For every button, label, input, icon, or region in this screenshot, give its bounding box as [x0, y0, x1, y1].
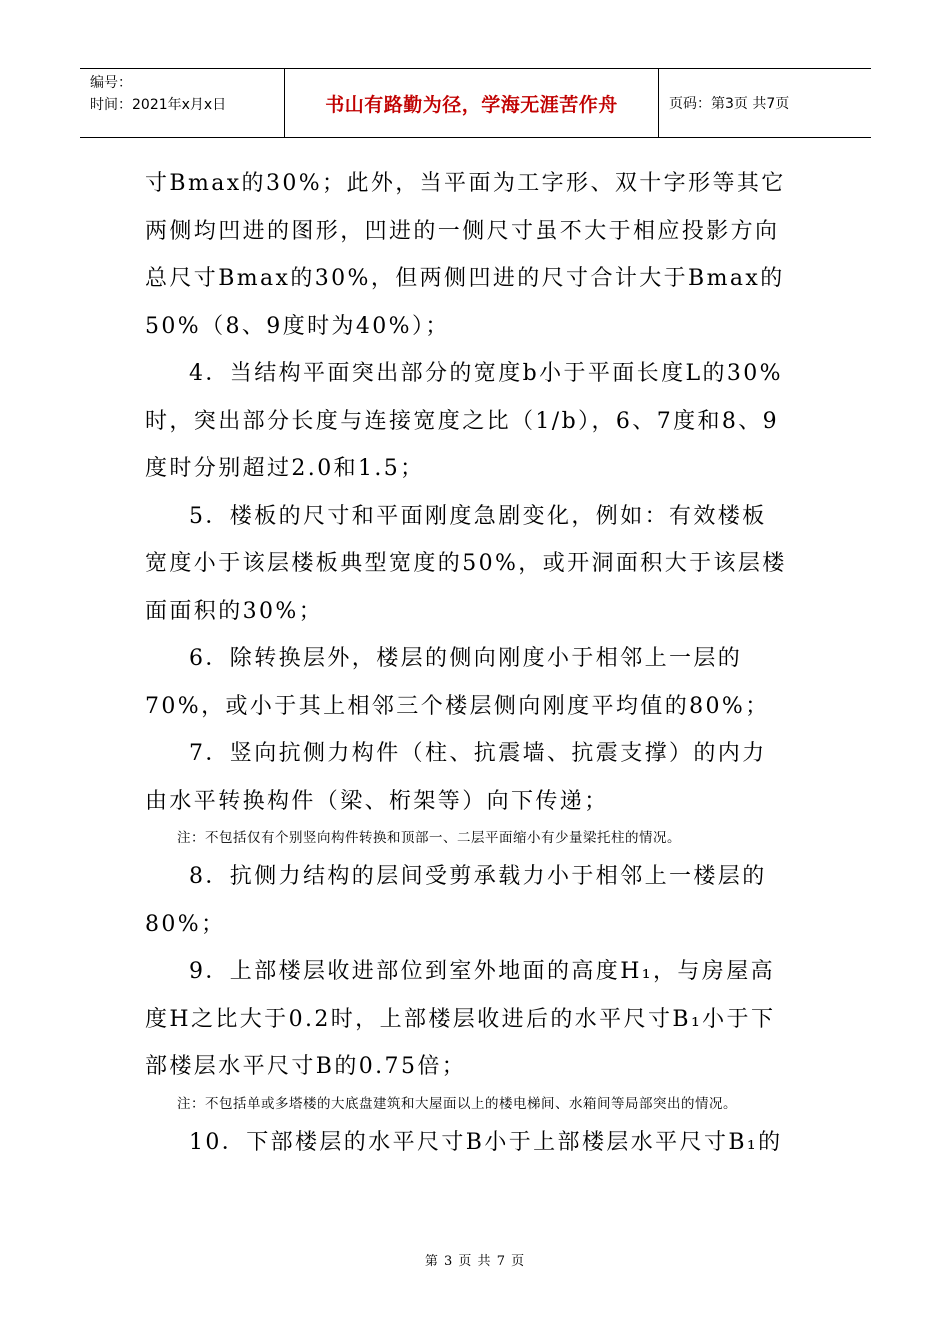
body-line: 部楼层水平尺寸B的0.75倍； — [145, 1054, 467, 1079]
body-line: 面面积的30%； — [145, 598, 324, 624]
footnote: 注：不包括仅有个别竖向构件转换和顶部一、二层平面缩小有少量梁托柱的情况。 — [177, 830, 681, 846]
body-line: 4．当结构平面突出部分的宽度b小于平面长度L的30% — [189, 361, 783, 386]
body-line: 宽度小于该层楼板典型宽度的50%，或开洞面积大于该层楼 — [145, 551, 787, 576]
footnote: 注：不包括单或多塔楼的大底盘建筑和大屋面以上的楼电梯间、水箱间等局部突出的情况。 — [177, 1095, 737, 1112]
body-line: 80%； — [145, 911, 226, 937]
body-line: 总尺寸Bmax的30%，但两侧凹进的尺寸合计大于Bmax的 — [145, 266, 785, 291]
body-line: 寸Bmax的30%；此外，当平面为工字形、双十字形等其它 — [145, 171, 786, 196]
header-motto: 书山有路勤为径，学海无涯苦作舟 — [285, 69, 659, 137]
body-line: 10．下部楼层的水平尺寸B小于上部楼层水平尺寸B₁的 — [189, 1129, 783, 1155]
header-page-number: 页码：第3页 共7页 — [669, 96, 790, 112]
body-line: 度时分别超过2.0和1.5； — [145, 456, 425, 481]
body-line: 由水平转换构件（梁、桁架等）向下传递； — [145, 788, 609, 814]
header-meta — [80, 69, 285, 137]
page-header — [80, 68, 871, 138]
body-line: 7．竖向抗侧力构件（柱、抗震墙、抗震支撑）的内力 — [189, 741, 767, 766]
body-line: 9．上部楼层收进部位到室外地面的高度H₁，与房屋高 — [189, 959, 776, 984]
body-line: 50%（8、9度时为40%）； — [145, 313, 450, 339]
document-time: 时间：2021年x月x日 — [90, 97, 227, 113]
body-line: 6．除转换层外，楼层的侧向刚度小于相邻上一层的 — [189, 646, 743, 671]
body-line: 5．楼板的尺寸和平面刚度急剧变化，例如：有效楼板 — [189, 503, 767, 529]
page-footer: 第 3 页 共 7 页 — [424, 1254, 526, 1269]
body-line: 两侧均凹进的图形，凹进的一侧尺寸虽不大于相应投影方向 — [145, 218, 780, 244]
body-line: 70%，或小于其上相邻三个楼层侧向刚度平均值的80%； — [145, 693, 770, 719]
document-body — [145, 160, 810, 1166]
body-line: 时，突出部分长度与连接宽度之比（1/b），6、7度和8、9 — [145, 408, 780, 434]
body-line: 8．抗侧力结构的层间受剪承载力小于相邻上一楼层的 — [189, 864, 767, 889]
document-number: 编号： — [90, 75, 132, 91]
body-line: 度H之比大于0.2时，上部楼层收进后的水平尺寸B₁小于下 — [145, 1006, 776, 1032]
